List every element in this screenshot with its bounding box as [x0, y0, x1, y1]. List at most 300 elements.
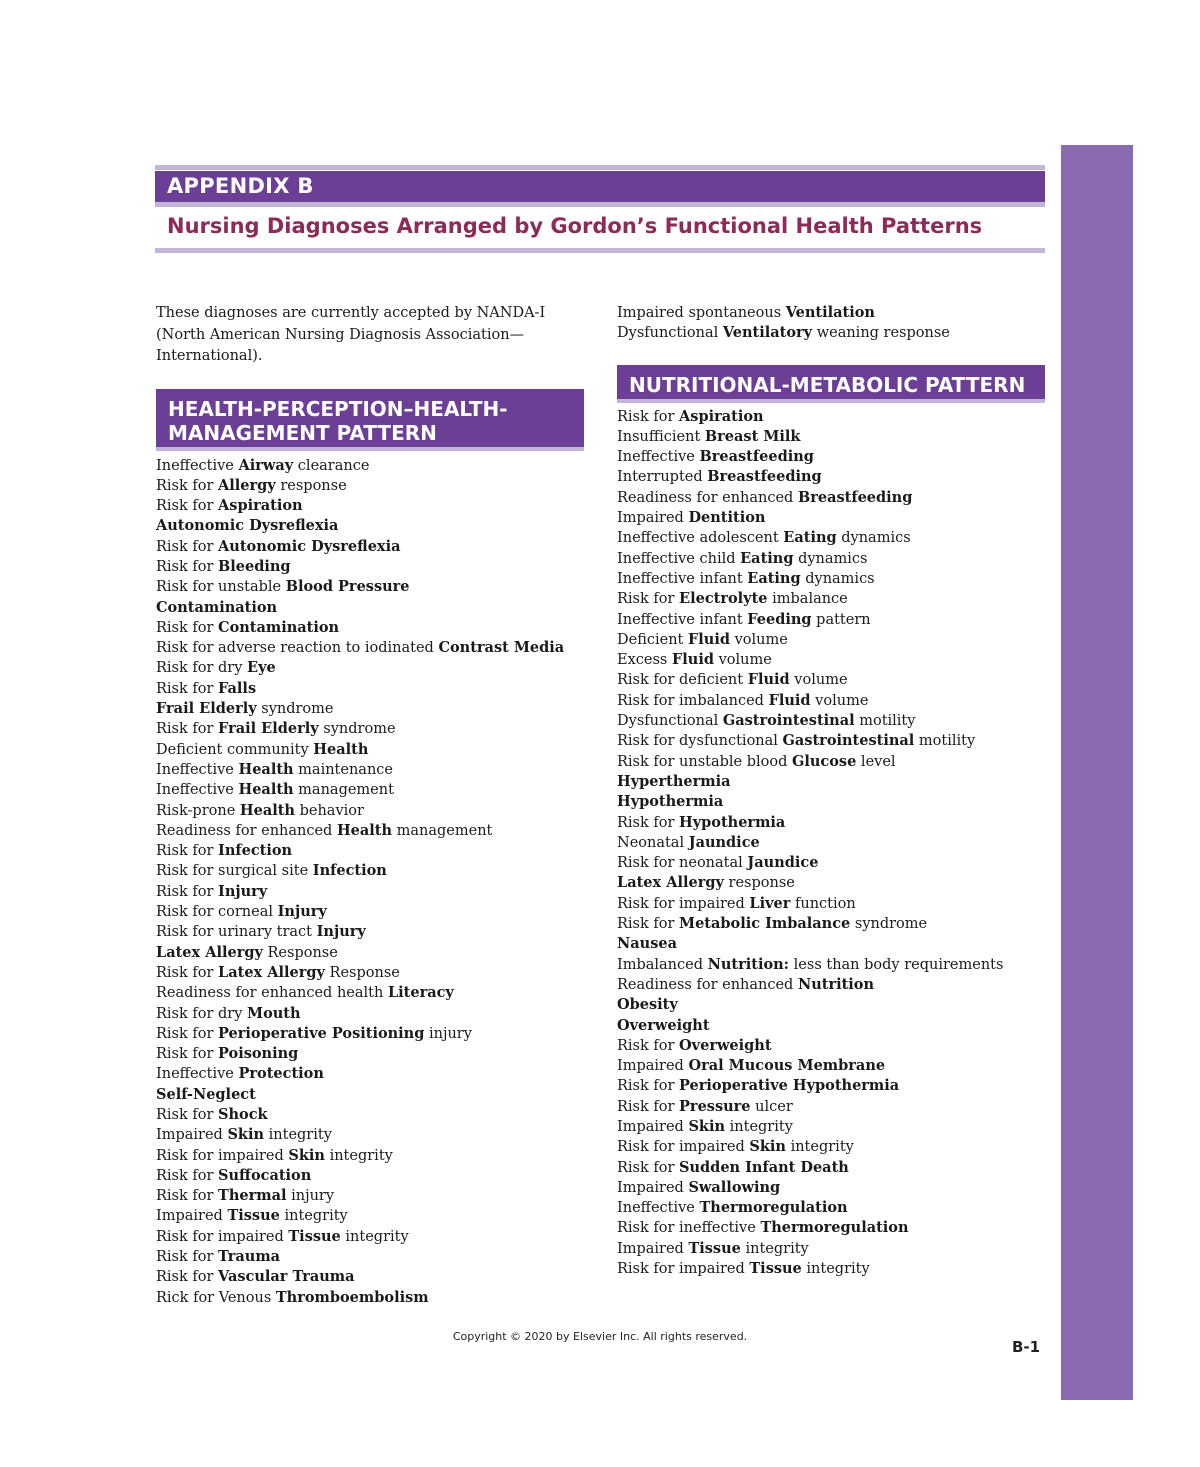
diagnosis-pre: Insufficient: [617, 428, 705, 445]
list-item: [617, 650, 1057, 670]
diagnosis-keyword: Literacy: [387, 984, 454, 1002]
diagnosis-post: Response: [262, 944, 338, 961]
section-heading-health-perception: HEALTH-PERCEPTION–HEALTH-MANAGEMENT PATTERN: [156, 389, 584, 451]
diagnosis-keyword: Latex Allergy: [156, 943, 263, 961]
diagnosis-pre: Risk for deficient: [617, 672, 748, 689]
diagnosis-pre: Risk for: [617, 1078, 680, 1095]
diagnosis-keyword: Eating: [783, 529, 837, 547]
list-item: [156, 780, 596, 800]
diagnosis-keyword: Jaundice: [747, 854, 819, 872]
diagnosis-keyword: Sudden Infant Death: [679, 1158, 849, 1176]
diagnosis-post: integrity: [785, 1139, 854, 1156]
list-item: [617, 1076, 1057, 1096]
page-number: B-1: [1012, 1338, 1041, 1356]
diagnosis-post: volume: [810, 692, 869, 709]
list-item: [617, 1239, 1057, 1259]
diagnosis-keyword: Frail Elderly: [218, 720, 319, 738]
diagnosis-keyword: Airway: [238, 456, 294, 474]
list-item: [156, 1247, 596, 1267]
diagnosis-post: response: [723, 875, 795, 892]
diagnosis-pre: Ineffective: [617, 1200, 700, 1217]
list-item: [617, 1016, 1057, 1036]
diagnosis-post: syndrome: [318, 721, 396, 738]
list-item: [156, 760, 596, 780]
diagnosis-keyword: Overweight: [679, 1036, 772, 1054]
diagnosis-keyword: Skin: [688, 1117, 726, 1135]
diagnosis-pre: Risk for impaired: [617, 1261, 750, 1278]
page-title: Nursing Diagnoses Arranged by Gordon’s Functional Health Patterns: [167, 214, 983, 238]
diagnosis-pre: Risk for: [156, 843, 219, 860]
diagnosis-keyword: Autonomic Dysreflexia: [218, 537, 401, 555]
list-item: [617, 1198, 1057, 1218]
diagnosis-keyword: Nutrition: [797, 975, 875, 993]
left-diagnosis-list: [156, 456, 596, 1308]
list-item: [617, 630, 1057, 650]
diagnosis-keyword: Self-Neglect: [156, 1085, 256, 1103]
appendix-rule: [155, 202, 1045, 207]
diagnosis-pre: Imbalanced: [617, 956, 708, 973]
diagnosis-keyword: Gastrointestinal: [782, 732, 915, 750]
diagnosis-post: motility: [914, 733, 976, 750]
list-item: [156, 943, 596, 963]
diagnosis-pre: Risk for: [156, 538, 219, 555]
diagnosis-keyword: Skin: [749, 1138, 786, 1156]
diagnosis-keyword: Mouth: [247, 1004, 301, 1022]
diagnosis-keyword: Shock: [218, 1106, 268, 1123]
list-item: [156, 638, 596, 658]
list-item: [617, 691, 1057, 711]
list-item: [617, 1158, 1057, 1178]
diagnosis-pre: Risk for: [617, 591, 680, 608]
diagnosis-keyword: Thermoregulation: [760, 1219, 909, 1237]
list-item: [617, 1056, 1057, 1076]
diagnosis-keyword: Breast Milk: [704, 427, 801, 445]
diagnosis-pre: Risk for: [156, 680, 219, 697]
diagnosis-post: management: [293, 782, 394, 799]
diagnosis-pre: Risk for: [156, 1249, 219, 1266]
left-column: [156, 303, 596, 1308]
diagnosis-pre: Ineffective infant: [617, 570, 748, 587]
list-item: [156, 821, 596, 841]
diagnosis-pre: Impaired: [617, 1118, 689, 1135]
diagnosis-pre: Risk for impaired: [617, 895, 750, 912]
diagnosis-keyword: Frail Elderly: [156, 700, 257, 718]
diagnosis-post: management: [392, 822, 493, 839]
diagnosis-post: clearance: [293, 457, 370, 474]
list-item: [156, 1064, 596, 1084]
diagnosis-pre: Readiness for enhanced: [617, 489, 798, 506]
diagnosis-keyword: Health: [336, 821, 393, 839]
diagnosis-pre: Risk for impaired: [156, 1147, 289, 1164]
diagnosis-post: dynamics: [793, 550, 868, 567]
diagnosis-keyword: Breastfeeding: [699, 448, 814, 466]
diagnosis-keyword: Electrolyte: [679, 590, 768, 608]
diagnosis-keyword: Contrast Media: [438, 639, 565, 657]
list-item: [617, 323, 1057, 343]
diagnosis-pre: Rick for Venous: [156, 1289, 276, 1306]
diagnosis-pre: Risk for: [617, 408, 680, 425]
right-column: [617, 303, 1057, 1279]
diagnosis-pre: Impaired: [617, 510, 689, 527]
diagnosis-post: dynamics: [800, 570, 875, 587]
list-item: [156, 1288, 596, 1308]
list-item: [617, 569, 1057, 589]
diagnosis-keyword: Contamination: [218, 618, 340, 636]
diagnosis-post: volume: [789, 672, 848, 689]
diagnosis-keyword: Blood Pressure: [285, 578, 410, 596]
right-diagnosis-list: [617, 407, 1057, 1280]
diagnosis-post: integrity: [725, 1118, 793, 1135]
diagnosis-pre: Risk for: [156, 558, 219, 575]
diagnosis-pre: Risk for impaired: [156, 1228, 289, 1245]
diagnosis-keyword: Ventilation: [785, 304, 875, 321]
list-item: [156, 1024, 596, 1044]
diagnosis-pre: Excess: [617, 652, 672, 669]
diagnosis-keyword: Nausea: [617, 935, 677, 953]
list-item: [617, 955, 1057, 975]
title-rule: [155, 248, 1045, 253]
diagnosis-keyword: Thermal: [218, 1187, 287, 1205]
list-item: [617, 1036, 1057, 1056]
diagnosis-pre: Risk for: [156, 964, 219, 981]
diagnosis-pre: Ineffective: [156, 782, 239, 799]
diagnosis-keyword: Protection: [238, 1065, 324, 1083]
diagnosis-pre: Dysfunctional: [617, 325, 723, 342]
diagnosis-post: volume: [730, 631, 788, 648]
diagnosis-keyword: Falls: [218, 679, 257, 697]
diagnosis-keyword: Gastrointestinal: [722, 712, 855, 730]
list-item: [156, 963, 596, 983]
list-item: [617, 1178, 1057, 1198]
list-item: [617, 549, 1057, 569]
diagnosis-keyword: Infection: [312, 862, 387, 880]
diagnosis-keyword: Eating: [747, 569, 801, 587]
diagnosis-keyword: Contamination: [156, 598, 278, 616]
diagnosis-keyword: Injury: [218, 882, 268, 900]
diagnosis-keyword: Latex Allergy: [617, 874, 724, 892]
list-item: [617, 589, 1057, 609]
list-item: [617, 303, 1057, 323]
diagnosis-post: motility: [854, 713, 916, 730]
diagnosis-pre: Risk for: [617, 1037, 680, 1054]
diagnosis-pre: Impaired spontaneous: [617, 305, 786, 321]
diagnosis-pre: Risk for urinary tract: [156, 924, 317, 941]
diagnosis-post: syndrome: [256, 701, 334, 718]
list-item: [156, 1227, 596, 1247]
diagnosis-pre: Deficient: [617, 631, 688, 648]
diagnosis-keyword: Hypothermia: [617, 793, 724, 811]
diagnosis-keyword: Health: [238, 760, 294, 778]
diagnosis-post: behavior: [294, 802, 364, 819]
diagnosis-pre: Risk for surgical site: [156, 863, 313, 880]
diagnosis-keyword: Latex Allergy: [218, 963, 325, 981]
diagnosis-pre: Risk for impaired: [617, 1139, 750, 1156]
list-item: [617, 711, 1057, 731]
diagnosis-pre: Risk for: [156, 1107, 219, 1123]
diagnosis-keyword: Tissue: [288, 1227, 341, 1245]
list-item: [156, 496, 596, 516]
list-item: [617, 914, 1057, 934]
diagnosis-keyword: Hyperthermia: [617, 772, 731, 790]
diagnosis-keyword: Thromboembolism: [275, 1288, 429, 1306]
diagnosis-pre: Readiness for enhanced: [156, 822, 337, 839]
diagnosis-pre: Impaired: [617, 1058, 689, 1075]
right-top-diagnosis-list: [617, 303, 1057, 344]
list-item: [156, 1125, 596, 1145]
list-item: [156, 983, 596, 1003]
list-item: [617, 813, 1057, 833]
list-item: [617, 792, 1057, 812]
list-item: [617, 488, 1057, 508]
list-item: [156, 740, 596, 760]
diagnosis-keyword: Eye: [247, 659, 276, 677]
diagnosis-keyword: Jaundice: [688, 833, 760, 851]
diagnosis-pre: Risk for: [156, 477, 219, 494]
diagnosis-keyword: Fluid: [768, 691, 811, 709]
diagnosis-post: syndrome: [850, 916, 928, 933]
list-item: [156, 1105, 596, 1125]
diagnosis-pre: Ineffective: [156, 457, 239, 474]
list-item: [156, 537, 596, 557]
diagnosis-post: integrity: [324, 1147, 393, 1164]
diagnosis-post: weaning response: [812, 325, 950, 342]
list-item: [156, 1267, 596, 1287]
list-item: [617, 407, 1057, 427]
diagnosis-pre: Impaired: [617, 1240, 689, 1257]
list-item: [156, 476, 596, 496]
list-item: [156, 882, 596, 902]
diagnosis-pre: Risk for: [617, 814, 680, 831]
list-item: [156, 1044, 596, 1064]
diagnosis-keyword: Hypothermia: [679, 813, 786, 831]
diagnosis-pre: Risk for: [617, 1098, 680, 1115]
diagnosis-post: integrity: [279, 1208, 348, 1225]
list-item: [617, 1117, 1057, 1137]
diagnosis-pre: Risk for: [617, 1159, 680, 1176]
diagnosis-post: volume: [713, 652, 772, 669]
diagnosis-keyword: Tissue: [688, 1239, 741, 1257]
diagnosis-keyword: Oral Mucous Membrane: [688, 1057, 886, 1075]
diagnosis-pre: Risk for: [156, 1167, 219, 1184]
diagnosis-keyword: Poisoning: [218, 1045, 299, 1063]
list-item: [156, 1206, 596, 1226]
diagnosis-post: maintenance: [293, 761, 393, 778]
list-item: [617, 894, 1057, 914]
diagnosis-pre: Risk for corneal: [156, 904, 278, 921]
list-item: [617, 934, 1057, 954]
diagnosis-pre: Risk for adverse reaction to iodinated: [156, 640, 439, 657]
diagnosis-keyword: Eating: [740, 549, 794, 567]
list-item: [617, 873, 1057, 893]
list-item: [617, 528, 1057, 548]
list-item: [156, 1004, 596, 1024]
diagnosis-pre: Impaired: [156, 1127, 228, 1144]
diagnosis-keyword: Tissue: [749, 1260, 802, 1278]
diagnosis-pre: Ineffective: [156, 761, 239, 778]
list-item: [617, 1137, 1057, 1157]
list-item: [156, 1146, 596, 1166]
diagnosis-keyword: Glucose: [792, 752, 857, 770]
diagnosis-keyword: Perioperative Positioning: [218, 1024, 425, 1042]
diagnosis-keyword: Liver: [749, 894, 791, 912]
diagnosis-post: pattern: [811, 611, 871, 628]
diagnosis-keyword: Fluid: [747, 671, 790, 689]
appendix-label: APPENDIX B: [155, 171, 1045, 202]
diagnosis-keyword: Dentition: [688, 509, 766, 527]
list-item: [156, 922, 596, 942]
diagnosis-keyword: Ventilatory: [722, 324, 813, 342]
diagnosis-pre: Readiness for enhanced health: [156, 985, 388, 1002]
list-item: [617, 610, 1057, 630]
diagnosis-keyword: Health: [239, 801, 295, 819]
diagnosis-pre: Impaired: [156, 1208, 228, 1225]
list-item: [156, 456, 596, 476]
diagnosis-pre: Risk for: [156, 721, 219, 738]
list-item: [156, 841, 596, 861]
list-item: [617, 1259, 1057, 1279]
list-item: [156, 699, 596, 719]
diagnosis-keyword: Aspiration: [218, 497, 303, 515]
diagnosis-keyword: Trauma: [218, 1248, 281, 1266]
list-item: [617, 833, 1057, 853]
list-item: [617, 772, 1057, 792]
list-item: [156, 861, 596, 881]
diagnosis-keyword: Metabolic Imbalance: [679, 915, 851, 933]
diagnosis-pre: Dysfunctional: [617, 713, 723, 730]
diagnosis-keyword: Vascular Trauma: [218, 1268, 355, 1286]
list-item: [156, 1166, 596, 1186]
diagnosis-keyword: Nutrition:: [707, 955, 790, 973]
diagnosis-keyword: Tissue: [227, 1207, 280, 1225]
diagnosis-keyword: Health: [313, 740, 369, 758]
diagnosis-keyword: Breastfeeding: [707, 468, 822, 486]
list-item: [617, 1097, 1057, 1117]
diagnosis-post: level: [856, 753, 896, 770]
diagnosis-keyword: Obesity: [617, 996, 678, 1014]
list-item: [156, 577, 596, 597]
diagnosis-post: ulcer: [750, 1098, 793, 1115]
diagnosis-post: integrity: [801, 1261, 870, 1278]
diagnosis-keyword: Skin: [227, 1126, 265, 1144]
list-item: [156, 902, 596, 922]
diagnosis-keyword: Pressure: [679, 1097, 751, 1115]
diagnosis-pre: Risk for imbalanced: [617, 692, 769, 709]
diagnosis-pre: Risk for dysfunctional: [617, 733, 783, 750]
diagnosis-pre: Risk-prone: [156, 802, 240, 819]
intro-text: These diagnoses are currently accepted by NANDA-I (North American Nursing Diagnosis Association—International).: [156, 305, 546, 364]
diagnosis-keyword: Skin: [288, 1146, 325, 1164]
diagnosis-pre: Risk for unstable blood: [617, 753, 792, 770]
diagnosis-keyword: Suffocation: [218, 1166, 312, 1184]
diagnosis-keyword: Perioperative Hypothermia: [679, 1077, 900, 1095]
diagnosis-keyword: Injury: [277, 903, 327, 921]
diagnosis-keyword: Aspiration: [679, 407, 764, 425]
diagnosis-post: integrity: [740, 1240, 809, 1257]
diagnosis-post: response: [275, 477, 347, 494]
diagnosis-post: integrity: [340, 1228, 409, 1245]
diagnosis-pre: Risk for neonatal: [617, 855, 748, 872]
diagnosis-pre: Risk for: [156, 498, 219, 515]
list-item: [617, 467, 1057, 487]
diagnosis-keyword: Fluid: [671, 651, 714, 669]
diagnosis-keyword: Injury: [316, 923, 366, 941]
diagnosis-pre: Risk for dry: [156, 1005, 248, 1022]
diagnosis-post: injury: [424, 1025, 472, 1042]
diagnosis-pre: Ineffective: [617, 449, 700, 466]
list-item: [617, 995, 1057, 1015]
diagnosis-post: Response: [324, 964, 400, 981]
diagnosis-keyword: Feeding: [747, 610, 812, 628]
diagnosis-pre: Interrupted: [617, 469, 708, 486]
diagnosis-pre: Risk for: [617, 916, 680, 933]
diagnosis-pre: Readiness for enhanced: [617, 976, 798, 993]
list-item: [156, 801, 596, 821]
diagnosis-pre: Risk for: [156, 1188, 219, 1205]
top-rule: [155, 165, 1045, 170]
list-item: [156, 557, 596, 577]
diagnosis-keyword: Health: [238, 781, 294, 799]
list-item: [156, 679, 596, 699]
diagnosis-keyword: Infection: [218, 842, 293, 860]
list-item: [617, 752, 1057, 772]
diagnosis-post: integrity: [264, 1127, 332, 1144]
diagnosis-post: injury: [286, 1188, 335, 1205]
diagnosis-keyword: Thermoregulation: [699, 1199, 848, 1217]
section-heading-nutritional-metabolic: NUTRITIONAL-METABOLIC PATTERN: [617, 365, 1045, 403]
list-item: [156, 618, 596, 638]
copyright-footer: Copyright © 2020 by Elsevier Inc. All rights reserved.: [452, 1330, 748, 1343]
diagnosis-pre: Impaired: [617, 1179, 689, 1196]
list-item: [156, 1186, 596, 1206]
diagnosis-pre: Ineffective infant: [617, 611, 748, 628]
list-item: [617, 975, 1057, 995]
diagnosis-pre: Neonatal: [617, 834, 689, 851]
diagnosis-keyword: Overweight: [617, 1016, 710, 1034]
diagnosis-pre: Ineffective adolescent: [617, 530, 784, 547]
diagnosis-keyword: Autonomic Dysreflexia: [156, 517, 339, 535]
diagnosis-pre: Risk for: [156, 1025, 219, 1042]
diagnosis-pre: Deficient community: [156, 741, 314, 758]
diagnosis-pre: Risk for: [156, 1269, 219, 1286]
diagnosis-pre: Risk for: [156, 619, 219, 636]
diagnosis-keyword: Swallowing: [688, 1178, 781, 1196]
list-item: [156, 598, 596, 618]
list-item: [156, 516, 596, 536]
diagnosis-pre: Risk for: [156, 883, 219, 900]
diagnosis-post: less than body requirements: [789, 956, 1004, 973]
list-item: [156, 658, 596, 678]
list-item: [617, 508, 1057, 528]
list-item: [617, 447, 1057, 467]
diagnosis-pre: Ineffective: [156, 1066, 239, 1083]
diagnosis-pre: Risk for ineffective: [617, 1220, 761, 1237]
diagnosis-post: function: [790, 895, 856, 912]
list-item: [617, 670, 1057, 690]
diagnosis-keyword: Allergy: [218, 476, 276, 494]
diagnosis-pre: Ineffective child: [617, 550, 741, 567]
list-item: [617, 1218, 1057, 1238]
diagnosis-pre: Risk for dry: [156, 660, 248, 677]
diagnosis-keyword: Fluid: [688, 630, 730, 648]
diagnosis-pre: Risk for: [156, 1046, 219, 1063]
side-tab: [1061, 145, 1133, 1400]
diagnosis-post: imbalance: [767, 591, 848, 608]
diagnosis-post: dynamics: [836, 530, 911, 547]
diagnosis-keyword: Breastfeeding: [797, 488, 913, 506]
diagnosis-pre: Risk for unstable: [156, 579, 286, 596]
list-item: [617, 731, 1057, 751]
list-item: [617, 427, 1057, 447]
